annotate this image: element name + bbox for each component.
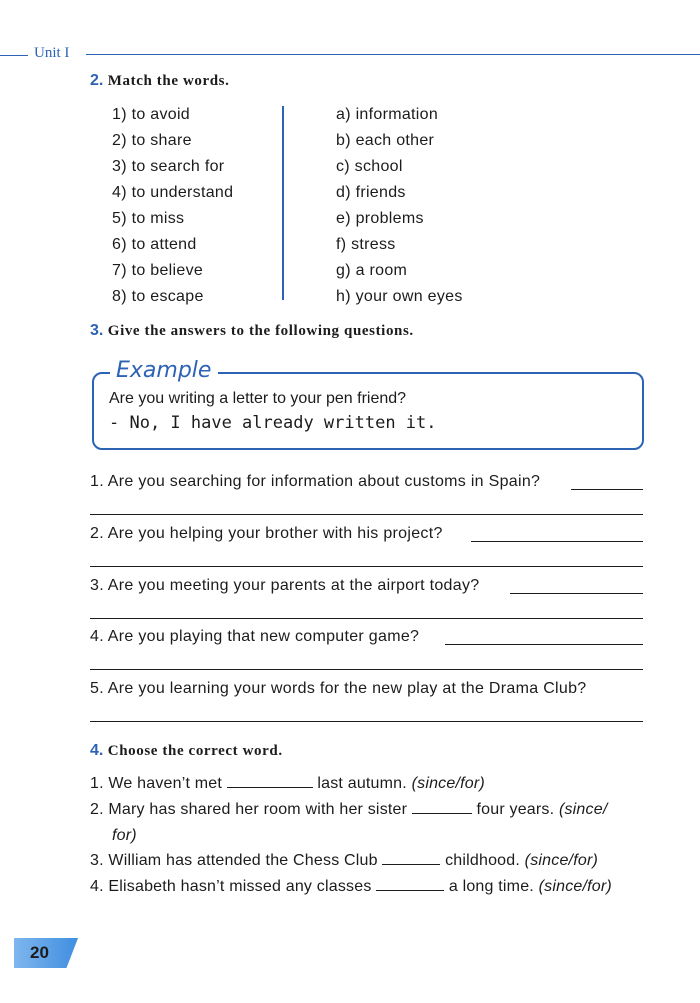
choice-item: [90, 775, 485, 793]
match-divider: [282, 106, 284, 300]
choice-text-after: a long time.: [448, 878, 534, 895]
choice-text-before: 4. Elisabeth hasn’t missed any classes: [90, 878, 372, 895]
header-rule-left: [0, 55, 28, 56]
question-text: 4. Are you playing that new computer game?: [90, 628, 420, 645]
match-right-item: d) friends: [336, 184, 406, 201]
choice-text-before: 1. We haven’t met: [90, 775, 223, 792]
exercise-2-heading: [90, 72, 229, 90]
exercise-3-heading: [90, 322, 414, 340]
answer-line[interactable]: [90, 514, 643, 515]
page-number: 20: [30, 943, 49, 962]
choice-text-before: 3. William has attended the Chess Club: [90, 852, 378, 869]
answer-gap[interactable]: [382, 852, 440, 865]
example-question: Are you writing a letter to your pen friend?: [109, 390, 407, 407]
choice-text-before: 2. Mary has shared her room with her sister: [90, 801, 408, 818]
choice-text-after: four years.: [476, 801, 555, 818]
choice-options: (since/: [558, 801, 608, 818]
choice-options: (since/for): [411, 775, 485, 792]
header-rule-right: [86, 54, 700, 55]
match-left-item: 6) to attend: [112, 236, 197, 253]
answer-blank[interactable]: [445, 644, 643, 645]
match-right-item: g) a room: [336, 262, 408, 279]
answer-line[interactable]: [90, 566, 643, 567]
question-text: 2. Are you helping your brother with his project?: [90, 525, 443, 542]
answer-gap[interactable]: [227, 775, 313, 788]
answer-line[interactable]: [90, 721, 643, 722]
exercise-number: 3.: [90, 322, 104, 339]
exercise-title: Give the answers to the following questions.: [107, 323, 414, 339]
choice-item: [90, 801, 607, 819]
answer-gap[interactable]: [376, 878, 444, 891]
question-text: 1. Are you searching for information about customs in Spain?: [90, 473, 541, 490]
match-left-item: 7) to believe: [112, 262, 204, 279]
match-left-item: 5) to miss: [112, 210, 185, 227]
exercise-4-heading: [90, 742, 283, 760]
answer-line[interactable]: [90, 618, 643, 619]
unit-title: Unit I: [34, 45, 70, 61]
answer-line[interactable]: [90, 669, 643, 670]
answer-blank[interactable]: [571, 489, 643, 490]
match-left-item: 4) to understand: [112, 184, 234, 201]
match-right-item: a) information: [336, 106, 439, 123]
match-right-item: e) problems: [336, 210, 424, 227]
exercise-number: 4.: [90, 742, 104, 759]
answer-blank[interactable]: [471, 541, 643, 542]
choice-options: (since/for): [524, 852, 598, 869]
match-right-item: b) each other: [336, 132, 435, 149]
match-left-item: 1) to avoid: [112, 106, 191, 123]
match-left-item: 8) to escape: [112, 288, 204, 305]
exercise-number: 2.: [90, 72, 104, 89]
match-left-item: 2) to share: [112, 132, 192, 149]
exercise-title: Match the words.: [107, 73, 230, 89]
choice-text-after: last autumn.: [317, 775, 407, 792]
question-text: 3. Are you meeting your parents at the airport today?: [90, 577, 480, 594]
choice-options: (since/for): [538, 878, 612, 895]
match-right-item: h) your own eyes: [336, 288, 463, 305]
choice-options-continued: for): [112, 827, 137, 844]
answer-gap[interactable]: [412, 801, 472, 814]
question-text: 5. Are you learning your words for the new play at the Drama Club?: [90, 680, 587, 697]
example-label: Example: [116, 358, 212, 383]
match-right-item: f) stress: [336, 236, 396, 253]
answer-blank[interactable]: [510, 593, 643, 594]
choice-text-after: childhood.: [445, 852, 521, 869]
exercise-title: Choose the correct word.: [107, 743, 283, 759]
match-left-item: 3) to search for: [112, 158, 225, 175]
choice-item: [90, 852, 598, 870]
example-answer: - No, I have already written it.: [109, 413, 437, 433]
match-right-item: c) school: [336, 158, 403, 175]
choice-item: [90, 878, 612, 896]
